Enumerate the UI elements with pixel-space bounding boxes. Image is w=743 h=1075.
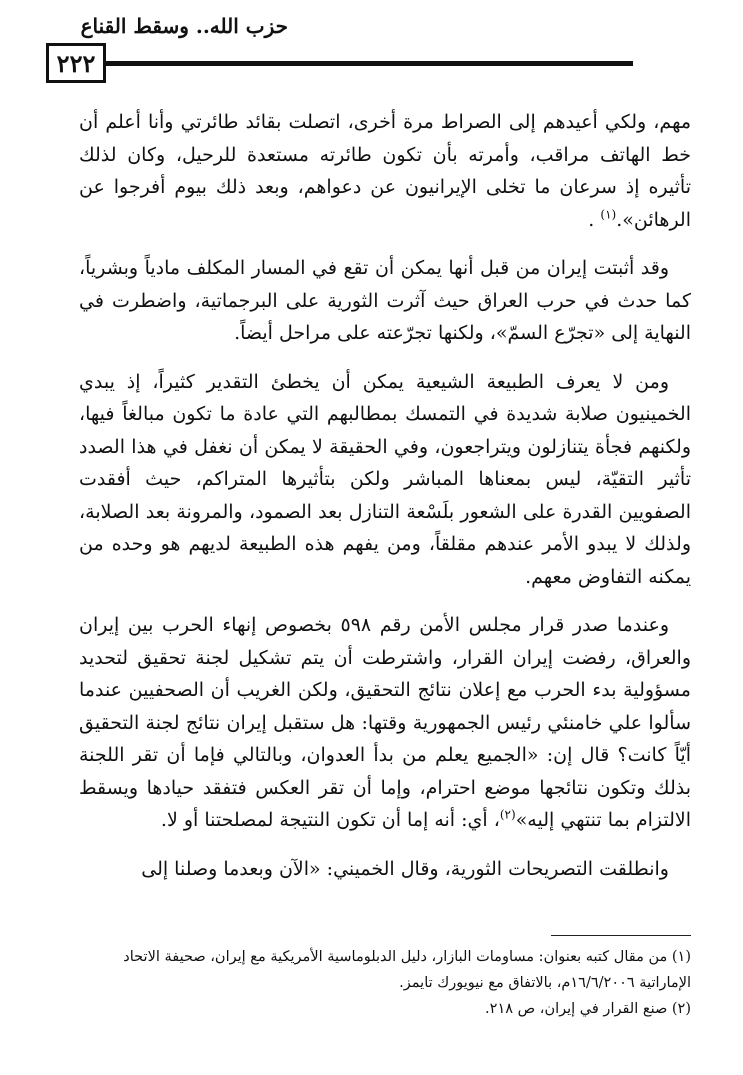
paragraph-1: مهم، ولكي أعيدهم إلى الصراط مرة أخرى، اتصلت بقائد طائرتي وأنا أعلم أن خط الهاتف مراقب، وأمرته بأن تكون طائرته مستعدة للرحيل، وكان لذلك تأثيره إذ سرعان ما تخلى الإيرانيون عن دعواهم، وبعد ذلك بيوم أفرجوا عن الرهائن».$^{(١)}$ . bbox=[79, 111, 691, 231]
running-title: حزب الله.. وسقط القناع bbox=[80, 14, 288, 38]
footnote-ref-2: (٢) bbox=[499, 807, 516, 822]
paragraph-3: ومن لا يعرف الطبيعة الشيعية يمكن أن يخطئ التقدير كثيراً، إذ يبدي الخمينيون صلابة شديدة في التمسك بمطالبهم التي عادة ما تكون مبالغاً فيها، ولكنهم فجأة يتنازلون ويتراجعون، وفي الحقيقة لا يمكن أن نغفل في هذا الصدد تأثير التقيّة، ليس بمعناها المباشر ولكن بتأثيرها المتراكم، حيث أفقدت الصفويين القدرة على الشعور بلَسْعة التنازل بعد الصمود، والمرونة بعد الصلابة، ولذلك لا يبدو الأمر عندهم مقلقاً، ومن يفهم هذه الطبيعة لديهم هو وحده من يمكنه التفاوض معهم. bbox=[79, 370, 691, 588]
footnotes bbox=[79, 944, 691, 1022]
paragraph-1-text: مهم، ولكي أعيدهم إلى الصراط مرة أخرى، اتصلت بقائد طائرتي وأنا أعلم أن خط الهاتف مراقب، وأمرته بأن تكون طائرته مستعدة للرحيل، وكان لذلك تأثيره إذ سرعان ما تخلى الإيرانيون عن دعواهم، وبعد ذلك بيوم أفرجوا عن الرهائن». bbox=[79, 111, 691, 231]
footnote-ref-1: (١) bbox=[600, 207, 617, 222]
footnote-separator bbox=[551, 935, 691, 936]
footnote-2: (٢) صنع القرار في إيران، ص ٢١٨. bbox=[485, 1001, 691, 1017]
paragraph-2: وقد أثبتت إيران من قبل أنها يمكن أن تقع في المسار المكلف مادياً وبشرياً، كما حدث في حرب العراق حيث آثرت الثورية على البرجماتية، واضطرت في النهاية إلى «تجرّع السمّ»، ولكنها تجرّعته على مراحل أيضاً. bbox=[79, 257, 691, 344]
footnote-1: (١) من مقال كتبه بعنوان: مساومات البازار، دليل الدبلوماسية الأمريكية مع إيران، صحيفة الاتحاد الإماراتية ١٦/٦/٢٠٠٦م، بالاتفاق مع نيويورك تايمز. bbox=[123, 949, 691, 991]
header-rule bbox=[86, 61, 633, 66]
paragraph-4-tail: ، أي: أنه إما أن تكون النتيجة لمصلحتنا أو لا. bbox=[160, 809, 500, 831]
body-text bbox=[79, 106, 691, 901]
page-number: ٢٢٢ bbox=[46, 43, 106, 83]
paragraph-4 bbox=[79, 609, 691, 837]
paragraph-5: وانطلقت التصريحات الثورية، وقال الخميني: «الآن وبعدما وصلنا إلى bbox=[141, 857, 669, 880]
paragraph-4-text: وعندما صدر قرار مجلس الأمن رقم ٥٩٨ بخصوص إنهاء الحرب بين إيران والعراق، رفضت إيران القرار، واشترطت أن يتم تشكيل لجنة تحقيق لتحديد مسؤولية بدء الحرب مع إعلان نتائج التحقيق، ولكن الغريب أن الصحفيين عندما سألوا علي خامنئي رئيس الجمهورية وقتها: هل ستقبل إيران نتائج لجنة التحقيق أيّاً كانت؟ قال إن: «الجميع يعلم من بدأ العدوان، وبالتالي فإما أن تقر اللجنة بذلك وتكون نتائجها موضع احترام، وإما أن تقر العكس فتفقد حيادها ويسقط الالتزام بما تنتهي إليه» bbox=[79, 614, 691, 831]
